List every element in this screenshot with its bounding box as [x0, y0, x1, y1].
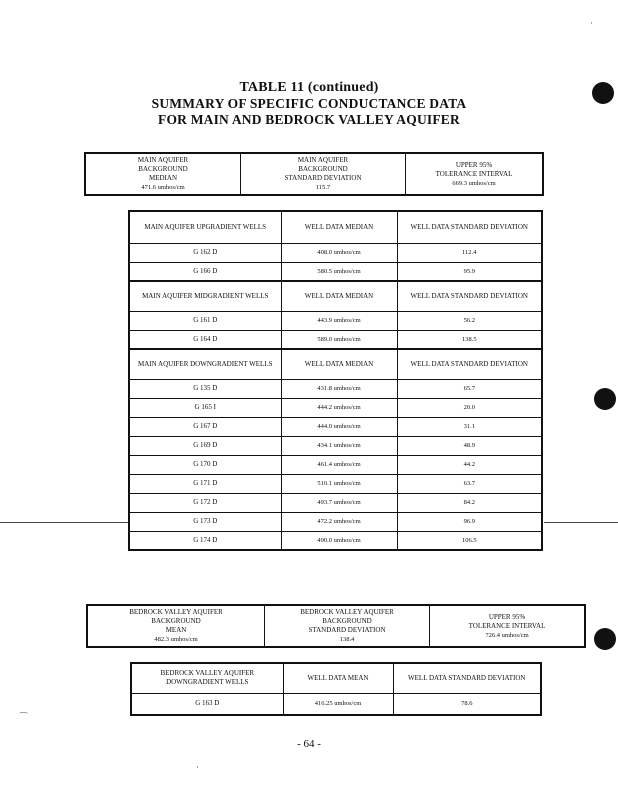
punch-hole: [592, 82, 614, 104]
bedrock-header-row: [131, 663, 541, 693]
table-row: [129, 474, 542, 493]
well-id: G 169 D: [129, 436, 281, 455]
punch-hole: [594, 628, 616, 650]
well-std: 106.5: [397, 531, 542, 550]
table-row: [129, 330, 542, 349]
bedrock-aquifer-summary: [86, 604, 586, 648]
well-median: 510.1 umhos/cm: [281, 474, 397, 493]
table-row: [129, 262, 542, 281]
punch-hole: [594, 388, 616, 410]
well-std: 78.6: [393, 693, 541, 715]
cell-line: STANDARD DEVIATION: [308, 626, 386, 634]
table-subtitle: SUMMARY OF SPECIFIC CONDUCTANCE DATA: [151, 96, 467, 111]
table-row: [129, 512, 542, 531]
well-std: 84.2: [397, 493, 542, 512]
main-background-std-cell: [241, 153, 406, 195]
cell-value: 471.6 umhos/cm: [141, 184, 185, 191]
well-id: G 164 D: [129, 330, 281, 349]
table-row: [129, 311, 542, 330]
cell-line: MEAN: [165, 626, 187, 634]
cell-line: TOLERANCE INTERVAL: [468, 621, 546, 630]
well-id: G 161 D: [129, 311, 281, 330]
page-number: - 64 -: [297, 738, 321, 750]
well-median: 443.9 umhos/cm: [281, 311, 397, 330]
well-median: 490.0 umhos/cm: [281, 531, 397, 550]
downgradient-header-row: [129, 349, 542, 379]
cell-line: STANDARD DEVIATION: [284, 174, 362, 182]
main-background-median-cell: [85, 153, 241, 195]
scan-speck: ⁀: [20, 712, 28, 722]
well-std: 44.2: [397, 455, 542, 474]
cell-value: 726.4 umhos/cm: [485, 631, 529, 639]
main-aquifer-summary: [84, 152, 544, 196]
cell-line: BACKGROUND: [298, 165, 348, 173]
cell-line: BACKGROUND: [151, 617, 201, 625]
midgradient-header-row: [129, 281, 542, 311]
scan-speck: ·: [590, 18, 593, 28]
bedrock-wells-table: [130, 662, 542, 716]
well-id: G 163 D: [131, 693, 283, 715]
cell-line: UPPER 95%: [455, 160, 493, 169]
cell-line: BACKGROUND: [322, 617, 372, 625]
well-median: 431.8 umhos/cm: [281, 379, 397, 398]
well-std: 63.7: [397, 474, 542, 493]
bedrock-background-mean-cell: [87, 605, 265, 647]
table-row: [129, 493, 542, 512]
well-mean: 416.25 umhos/cm: [283, 693, 393, 715]
table-row: [129, 436, 542, 455]
well-id: G 171 D: [129, 474, 281, 493]
well-std: 65.7: [397, 379, 542, 398]
well-median: 434.1 umhos/cm: [281, 436, 397, 455]
well-median: 493.7 umhos/cm: [281, 493, 397, 512]
well-median: 444.0 umhos/cm: [281, 417, 397, 436]
well-id: G 166 D: [129, 262, 281, 281]
well-std: 95.9: [397, 262, 542, 281]
upgradient-header-row: [129, 211, 542, 243]
well-id: G 162 D: [129, 243, 281, 262]
well-id: G 167 D: [129, 417, 281, 436]
group-header: BEDROCK VALLEY AQUIFER DOWNGRADIENT WELLS: [131, 663, 283, 693]
well-std: 48.9: [397, 436, 542, 455]
cell-value: 482.3 umhos/cm: [154, 636, 198, 643]
well-std: 96.9: [397, 512, 542, 531]
cell-value: 115.7: [315, 184, 331, 191]
well-median: 444.2 umhos/cm: [281, 398, 397, 417]
table-row: [129, 379, 542, 398]
well-id: G 173 D: [129, 512, 281, 531]
median-header: WELL DATA MEDIAN: [281, 211, 397, 243]
bedrock-background-std-cell: [265, 605, 430, 647]
std-header: WELL DATA STANDARD DEVIATION: [397, 281, 542, 311]
well-id: G 170 D: [129, 455, 281, 474]
cell-line: MAIN AQUIFER: [297, 156, 349, 164]
cell-line: UPPER 95%: [488, 612, 526, 621]
cell-line: MAIN AQUIFER: [137, 156, 189, 164]
std-header: WELL DATA STANDARD DEVIATION: [397, 211, 542, 243]
table-title: TABLE 11 (continued): [239, 80, 379, 95]
cell-line: BACKGROUND: [138, 165, 188, 173]
median-header: WELL DATA MEDIAN: [281, 281, 397, 311]
std-header: WELL DATA STANDARD DEVIATION: [397, 349, 542, 379]
table-subtitle-2: FOR MAIN AND BEDROCK VALLEY AQUIFER: [158, 112, 460, 127]
group-header: MAIN AQUIFER MIDGRADIENT WELLS: [129, 281, 281, 311]
scan-speck: ·: [196, 762, 199, 772]
well-id: G 135 D: [129, 379, 281, 398]
well-id: G 174 D: [129, 531, 281, 550]
cell-line: TOLERANCE INTERVAL: [435, 169, 513, 178]
group-header: MAIN AQUIFER UPGRADIENT WELLS: [129, 211, 281, 243]
mean-header: WELL DATA MEAN: [283, 663, 393, 693]
well-median: 589.0 umhos/cm: [281, 330, 397, 349]
cell-line: BEDROCK VALLEY AQUIFER: [300, 608, 394, 616]
well-median: 461.4 umhos/cm: [281, 455, 397, 474]
well-std: 112.4: [397, 243, 542, 262]
cell-line: MEDIAN: [149, 174, 177, 182]
median-header: WELL DATA MEDIAN: [281, 349, 397, 379]
well-std: 31.1: [397, 417, 542, 436]
well-median: 408.0 umhos/cm: [281, 243, 397, 262]
table-row: [131, 693, 541, 715]
well-std: 56.2: [397, 311, 542, 330]
well-std: 138.5: [397, 330, 542, 349]
scan-line: [544, 522, 618, 523]
cell-value: 138.4: [339, 636, 355, 643]
well-median: 472.2 umhos/cm: [281, 512, 397, 531]
table-row: [129, 243, 542, 262]
well-median: 580.5 umhos/cm: [281, 262, 397, 281]
table-row: [129, 455, 542, 474]
well-id: G 165 I: [129, 398, 281, 417]
well-std: 20.0: [397, 398, 542, 417]
cell-value: 669.3 umhos/cm: [452, 179, 496, 187]
bedrock-tolerance-cell: [430, 605, 586, 647]
main-tolerance-cell: [406, 153, 544, 195]
main-aquifer-wells-table: [128, 210, 543, 551]
scan-line: [0, 522, 128, 523]
group-header: MAIN AQUIFER DOWNGRADIENT WELLS: [129, 349, 281, 379]
table-row: [129, 531, 542, 550]
std-header: WELL DATA STANDARD DEVIATION: [393, 663, 541, 693]
table-row: [129, 398, 542, 417]
well-id: G 172 D: [129, 493, 281, 512]
table-row: [129, 417, 542, 436]
cell-line: BEDROCK VALLEY AQUIFER: [129, 608, 223, 616]
